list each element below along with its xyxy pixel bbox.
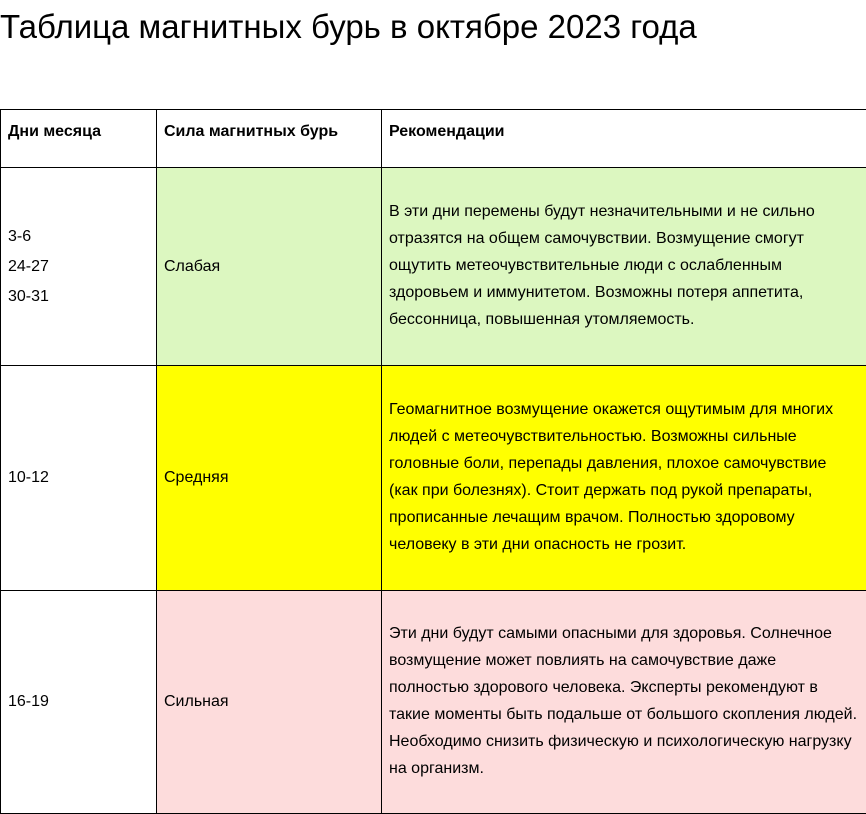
page-title: Таблица магнитных бурь в октябре 2023 года — [0, 6, 697, 48]
table-row — [1, 591, 866, 814]
table-header-row — [1, 110, 866, 168]
days-cell — [1, 591, 157, 814]
table-row — [1, 366, 866, 591]
header-strength: Сила магнитных бурь — [157, 110, 382, 168]
strength-cell: Слабая — [157, 168, 382, 366]
days-value: 30-31 — [8, 287, 149, 307]
magnetic-storms-table — [0, 109, 866, 814]
recommendation-cell: В эти дни перемены будут незначительными и не сильно отразятся на общем самочувствии. Возмущение смогут ощутить метеочувствительные люди с ослабленным здоровьем и иммунитетом. Возможны потеря аппетита, бессонница, повышенная утомляемость. — [382, 168, 866, 366]
days-value: 16-19 — [8, 692, 149, 712]
days-value: 24-27 — [8, 257, 149, 277]
recommendation-cell: Эти дни будут самыми опасными для здоровья. Солнечное возмущение может повлиять на самочувствие даже полностью здорового человека. Эксперты рекомендуют в такие моменты быть подальше от большого скопления людей. Необходимо снизить физическую и психологическую нагрузку на организм. — [382, 591, 866, 814]
days-cell — [1, 168, 157, 366]
header-recommendations: Рекомендации — [382, 110, 866, 168]
strength-cell: Средняя — [157, 366, 382, 591]
strength-cell: Сильная — [157, 591, 382, 814]
table-row — [1, 168, 866, 366]
days-cell — [1, 366, 157, 591]
header-days: Дни месяца — [1, 110, 157, 168]
recommendation-cell: Геомагнитное возмущение окажется ощутимым для многих людей с метеочувствительностью. Возможны сильные головные боли, перепады давления, плохое самочувствие (как при болезнях). Стоит держать под рукой препараты, прописанные лечащим врачом. Полностью здоровому человеку в эти дни опасность не грозит. — [382, 366, 866, 591]
days-value: 3-6 — [8, 227, 149, 247]
days-value: 10-12 — [8, 468, 149, 488]
